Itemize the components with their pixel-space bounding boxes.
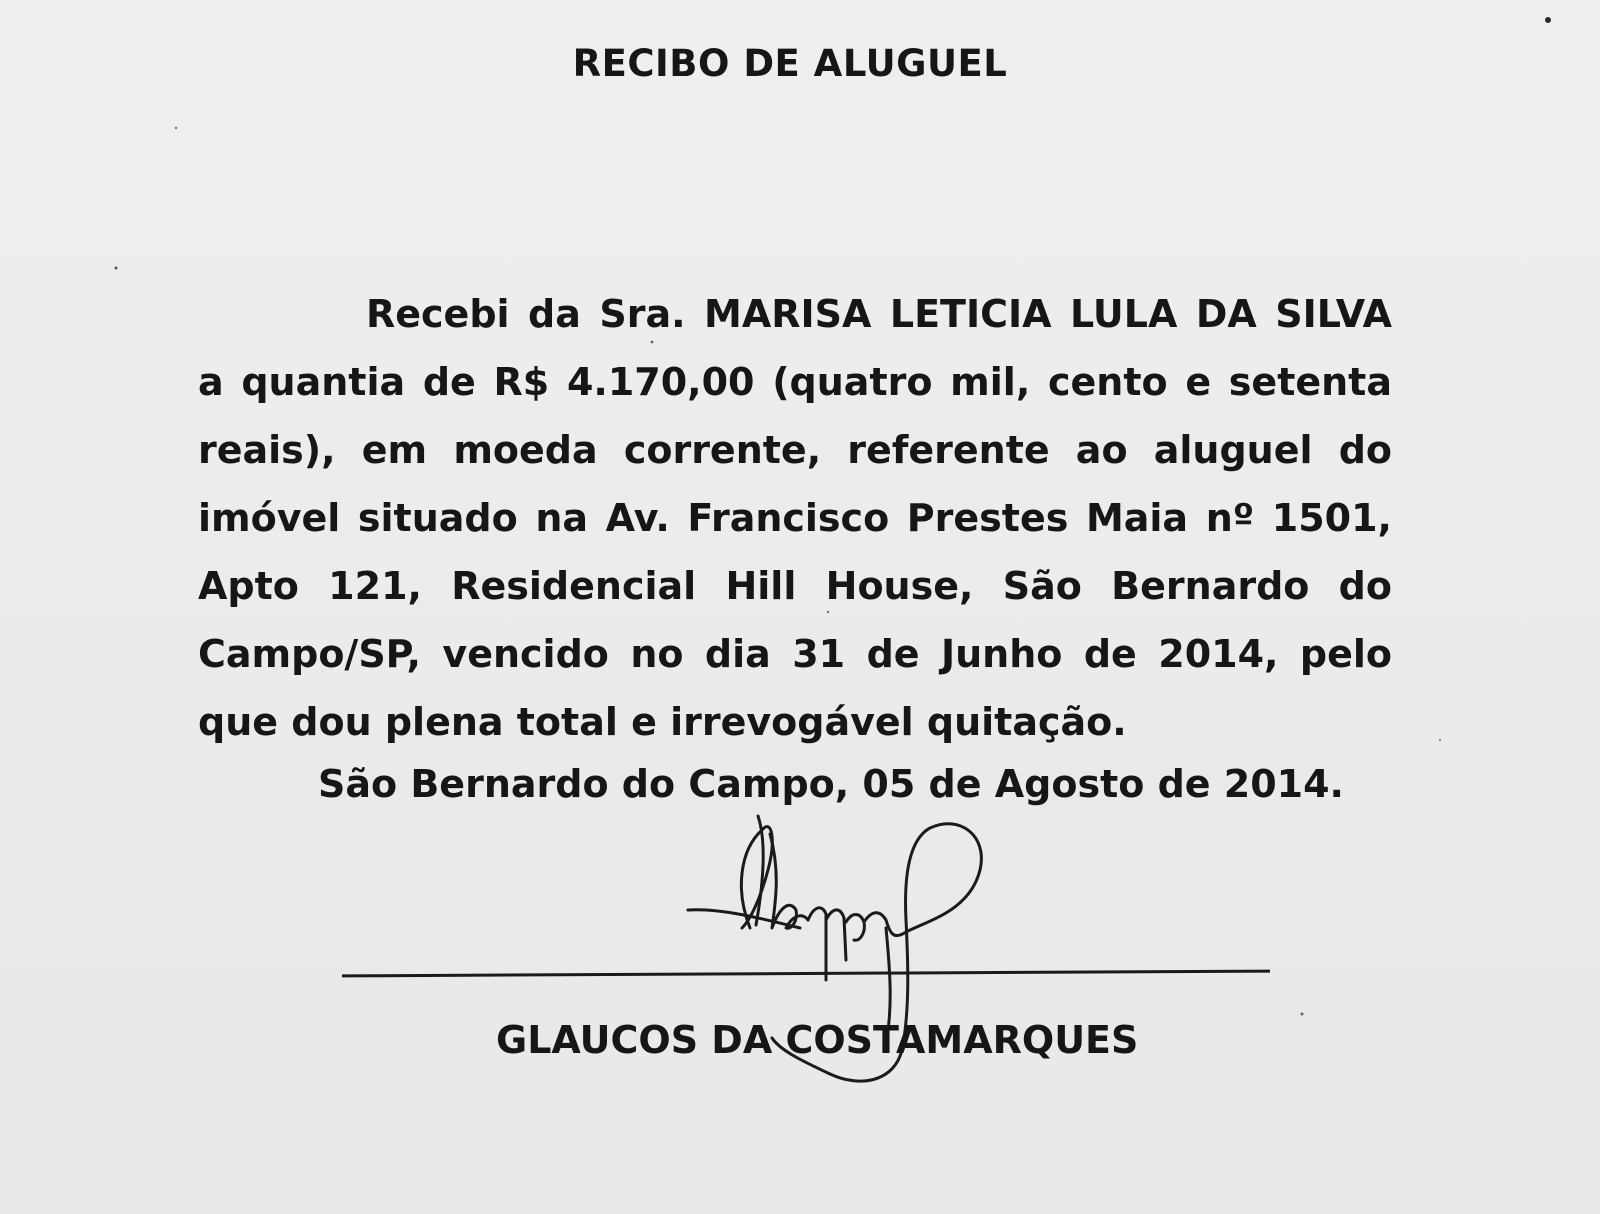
receipt-body-paragraph: Recebi da Sra. MARISA LETICIA LULA DA SILVA a quantia de R$ 4.170,00 (quatro mil, cento e setenta reais), em moeda corrente, referente ao aluguel do imóvel situado na Av. Francisco Prestes Maia nº 1501, Apto 121, Residencial Hill House, São Bernardo do Campo/SP, vencido no dia 31 de Junho de 2014, pelo que dou plena total e irrevogável quitação. — [198, 292, 1392, 744]
document-title: RECIBO DE ALUGUEL — [572, 42, 1008, 85]
signer-name: GLAUCOS DA COSTAMARQUES — [496, 1018, 1139, 1062]
place-and-date: São Bernardo do Campo, 05 de Agosto de 2014. — [318, 762, 1344, 806]
handwritten-signature — [680, 810, 1020, 1110]
